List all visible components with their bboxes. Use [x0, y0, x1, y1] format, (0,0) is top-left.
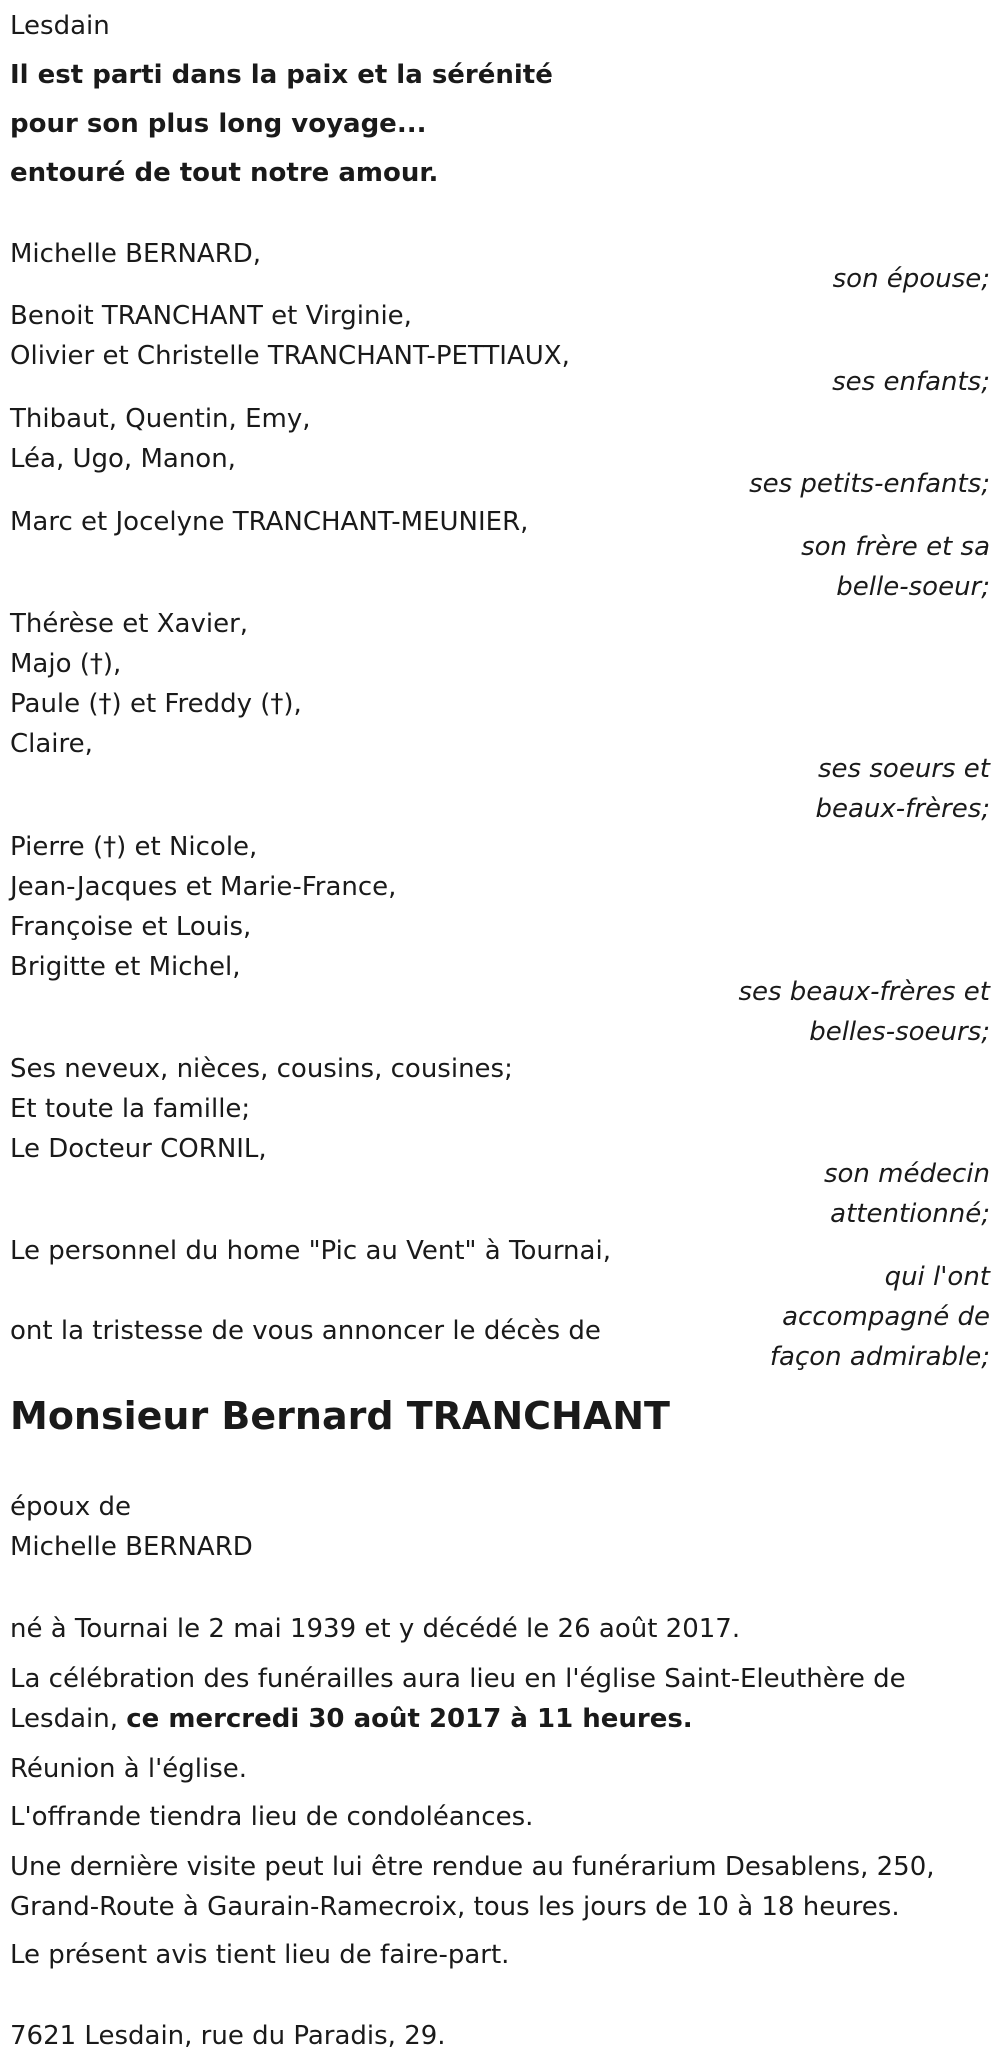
- family-relation: qui l'ont: [884, 1262, 990, 1292]
- family-relation: belle-soeur;: [836, 572, 990, 602]
- visit-line: Une dernière visite peut lui être rendue au funérarium Desablens, 250,: [10, 1852, 935, 1882]
- notice-line: Le présent avis tient lieu de faire-part.: [10, 1940, 510, 1970]
- family-name-line: Françoise et Louis,: [10, 912, 252, 942]
- deceased-name: Monsieur Bernard TRANCHANT: [10, 1394, 670, 1438]
- family-name-line: Michelle BERNARD,: [10, 239, 262, 269]
- family-name-line: Majo (†),: [10, 649, 122, 679]
- family-relation: son épouse;: [832, 264, 990, 294]
- spouse-name: Michelle BERNARD: [10, 1532, 253, 1562]
- meeting-line: Réunion à l'église.: [10, 1754, 248, 1784]
- family-name-line: Claire,: [10, 729, 93, 759]
- family-name-line: Pierre (†) et Nicole,: [10, 832, 258, 862]
- family-name-line: Ses neveux, nièces, cousins, cousines;: [10, 1054, 513, 1084]
- birth-death-line: né à Tournai le 2 mai 1939 et y décédé le 26 août 2017.: [10, 1614, 741, 1644]
- ceremony-place: Lesdain,: [10, 1704, 127, 1734]
- family-name-line: Le personnel du home "Pic au Vent" à Tournai,: [10, 1236, 611, 1266]
- ceremony-line: [10, 1699, 693, 1739]
- family-name-line: Olivier et Christelle TRANCHANT-PETTIAUX,: [10, 341, 570, 371]
- family-relation: belles-soeurs;: [809, 1017, 990, 1047]
- family-name-line: Benoit TRANCHANT et Virginie,: [10, 301, 412, 331]
- family-name-line: Marc et Jocelyne TRANCHANT-MEUNIER,: [10, 507, 529, 537]
- poem-line: entouré de tout notre amour.: [10, 158, 439, 188]
- spouse-label: époux de: [10, 1492, 132, 1522]
- poem-line: pour son plus long voyage...: [10, 109, 427, 139]
- ceremony-line: La célébration des funérailles aura lieu en l'église Saint-Eleuthère de: [10, 1664, 906, 1694]
- family-relation: son frère et sa: [801, 532, 990, 562]
- family-relation: attentionné;: [830, 1199, 990, 1229]
- visit-line: Grand-Route à Gaurain-Ramecroix, tous les jours de 10 à 18 heures.: [10, 1892, 900, 1922]
- family-relation: ses petits-enfants;: [749, 469, 990, 499]
- family-relation: ses enfants;: [832, 367, 990, 397]
- family-name-line: Brigitte et Michel,: [10, 952, 241, 982]
- family-name-line: Paule (†) et Freddy (†),: [10, 689, 302, 719]
- family-name-line: Le Docteur CORNIL,: [10, 1134, 267, 1164]
- family-name-line: Jean-Jacques et Marie-France,: [10, 872, 397, 902]
- family-relation: accompagné de: [782, 1302, 990, 1332]
- family-name-line: Léa, Ugo, Manon,: [10, 444, 236, 474]
- family-name-line: Et toute la famille;: [10, 1094, 251, 1124]
- poem-line: Il est parti dans la paix et la sérénité: [10, 60, 553, 90]
- ceremony-date: ce mercredi 30 août 2017 à 11 heures.: [126, 1704, 693, 1734]
- address-line: 7621 Lesdain, rue du Paradis, 29.: [10, 2021, 446, 2051]
- family-relation: son médecin: [823, 1159, 990, 1189]
- family-relation: ses beaux-frères et: [738, 977, 990, 1007]
- family-relation: beaux-frères;: [815, 794, 990, 824]
- family-name-line: Thérèse et Xavier,: [10, 609, 249, 639]
- place-name: Lesdain: [10, 11, 110, 41]
- family-relation: ses soeurs et: [818, 754, 990, 784]
- family-relation: façon admirable;: [769, 1342, 990, 1372]
- offering-line: L'offrande tiendra lieu de condoléances.: [10, 1802, 534, 1832]
- family-name-line: Thibaut, Quentin, Emy,: [10, 404, 311, 434]
- announcement: ont la tristesse de vous annoncer le décès de: [10, 1316, 601, 1346]
